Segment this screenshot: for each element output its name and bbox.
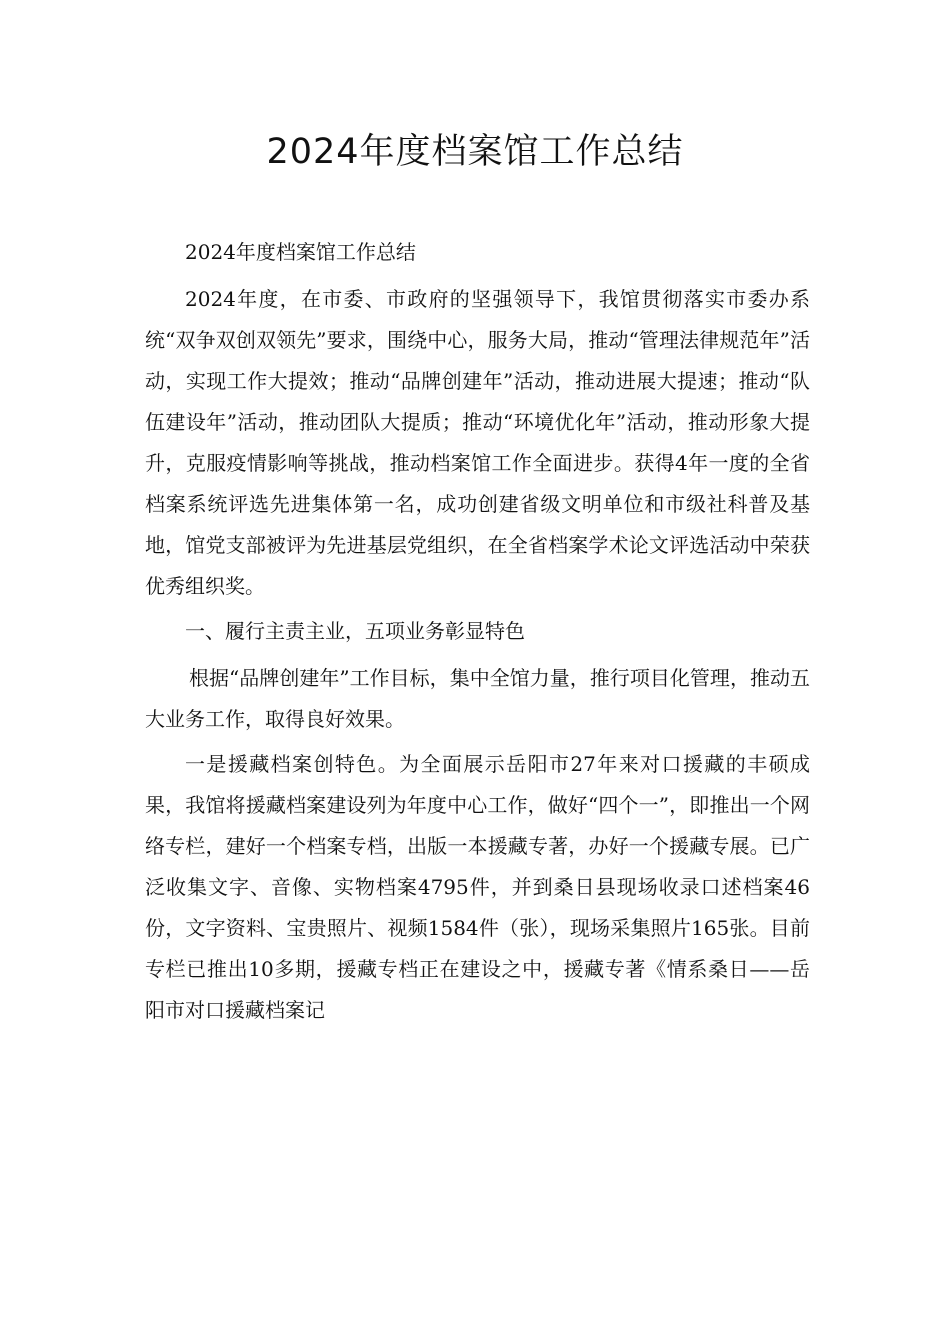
document-body <box>145 232 810 1035</box>
subtitle-paragraph: 2024年度档案馆工作总结 <box>185 240 416 264</box>
body-paragraph: 一是援藏档案创特色。为全面展示岳阳市27年来对口援藏的丰硕成果，我馆将援藏档案建设列为年度中心工作，做好“四个一”，即推出一个网络专栏，建好一个档案专档，出版一本援藏专著，办好一个援藏专展。已广泛收集文字、音像、实物档案4795件，并到桑日县现场收录口述档案46份，文字资料、宝贵照片、视频1584件（张），现场采集照片165张。目前专栏已推出10多期，援藏专档正在建设之中，援藏专著《情系桑日——岳阳市对口援藏档案记 <box>145 752 810 1022</box>
document-title: 2024年度档案馆工作总结 <box>266 132 684 172</box>
intro-paragraph: 2024年度，在市委、市政府的坚强领导下，我馆贯彻落实市委办系统“双争双创双领先”要求，围绕中心，服务大局，推动“管理法律规范年”活动，实现工作大提效；推动“品牌创建年”活动，推动进展大提速；推动“队伍建设年”活动，推动团队大提质；推动“环境优化年”活动，推动形象大提升，克服疫情影响等挑战，推动档案馆工作全面进步。获得4年一度的全省档案系统评选先进集体第一名，成功创建省级文明单位和市级社科普及基地，馆党支部被评为先进基层党组织，在全省档案学术论文评选活动中荣获优秀组织奖。 <box>145 287 810 598</box>
section-heading: 一、履行主责主业，五项业务彰显特色 <box>185 619 525 643</box>
body-paragraph: 根据“品牌创建年”工作目标，集中全馆力量，推行项目化管理，推动五大业务工作，取得良好效果。 <box>145 666 810 731</box>
